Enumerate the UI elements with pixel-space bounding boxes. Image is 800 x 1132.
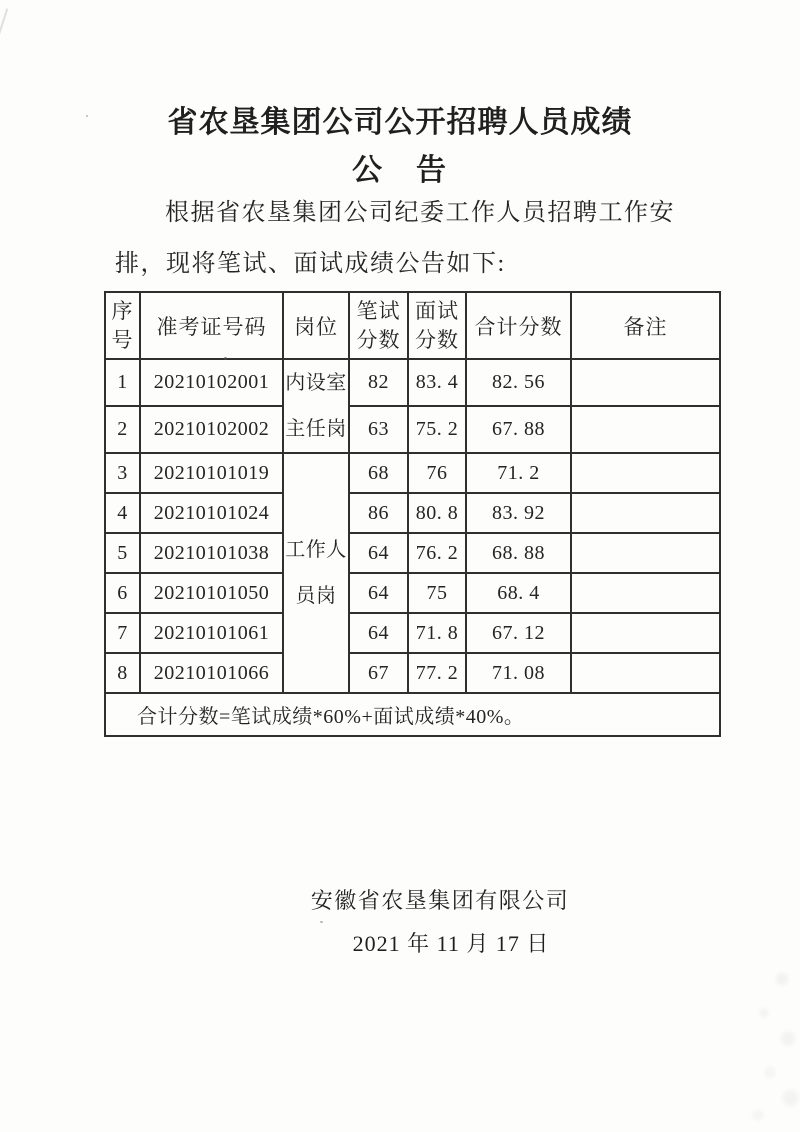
cell-ticket: 20210101061 bbox=[140, 613, 283, 653]
table-row bbox=[105, 613, 720, 653]
cell-interview: 80. 8 bbox=[408, 493, 466, 533]
cell-post-staff bbox=[283, 453, 349, 693]
cell-seq: 6 bbox=[105, 573, 140, 613]
cell-total: 82. 56 bbox=[466, 359, 571, 406]
cell-interview: 75. 2 bbox=[408, 406, 466, 453]
scan-smudge bbox=[680, 962, 800, 1132]
intro-paragraph-line1: 根据省农垦集团公司纪委工作人员招聘工作安 bbox=[165, 200, 675, 226]
cell-remark bbox=[571, 406, 720, 453]
post-director-line1: 内设室 bbox=[285, 372, 347, 394]
post-staff-line2: 员岗 bbox=[295, 585, 337, 607]
cell-total: 67. 12 bbox=[466, 613, 571, 653]
document-title-line2: 公 告 bbox=[352, 154, 448, 187]
cell-written: 64 bbox=[349, 613, 408, 653]
cell-remark bbox=[571, 613, 720, 653]
cell-total: 83. 92 bbox=[466, 493, 571, 533]
footnote-formula: 合计分数=笔试成绩*60%+面试成绩*40%。 bbox=[105, 693, 720, 736]
header-seq bbox=[105, 292, 140, 359]
cell-written: 86 bbox=[349, 493, 408, 533]
cell-remark bbox=[571, 493, 720, 533]
cell-remark bbox=[571, 653, 720, 693]
cell-interview: 83. 4 bbox=[408, 359, 466, 406]
table-footnote-row bbox=[105, 693, 720, 736]
cell-written: 67 bbox=[349, 653, 408, 693]
cell-seq: 2 bbox=[105, 406, 140, 453]
cell-ticket: 20210101024 bbox=[140, 493, 283, 533]
header-seq-line2: 号 bbox=[111, 327, 134, 352]
post-staff-line1: 工作人 bbox=[285, 539, 347, 561]
cell-seq: 1 bbox=[105, 359, 140, 406]
cell-ticket: 20210101066 bbox=[140, 653, 283, 693]
intro-paragraph-line2: 排，现将笔试、面试成绩公告如下: bbox=[115, 251, 506, 277]
cell-seq: 4 bbox=[105, 493, 140, 533]
scan-speck bbox=[320, 921, 323, 923]
header-total: 合计分数 bbox=[466, 292, 571, 359]
cell-written: 63 bbox=[349, 406, 408, 453]
table-header-row bbox=[105, 292, 720, 359]
issuer-signature: 安徽省农垦集团有限公司 bbox=[310, 888, 570, 913]
cell-total: 68. 4 bbox=[466, 573, 571, 613]
header-interview bbox=[408, 292, 466, 359]
cell-total: 71. 08 bbox=[466, 653, 571, 693]
table-row bbox=[105, 573, 720, 613]
cell-written: 82 bbox=[349, 359, 408, 406]
header-interview-line1: 面试 bbox=[415, 298, 459, 323]
cell-seq: 7 bbox=[105, 613, 140, 653]
cell-remark bbox=[571, 533, 720, 573]
cell-written: 64 bbox=[349, 533, 408, 573]
cell-written: 64 bbox=[349, 573, 408, 613]
table-row bbox=[105, 493, 720, 533]
cell-total: 71. 2 bbox=[466, 453, 571, 493]
cell-remark bbox=[571, 453, 720, 493]
header-seq-line1: 序 bbox=[111, 298, 134, 323]
cell-post-director bbox=[283, 359, 349, 453]
header-written-line1: 笔试 bbox=[356, 298, 401, 323]
header-written bbox=[349, 292, 408, 359]
scan-edge-mark bbox=[0, 8, 8, 35]
cell-seq: 3 bbox=[105, 453, 140, 493]
table-row bbox=[105, 453, 720, 493]
header-ticket: 准考证号码 bbox=[140, 292, 283, 359]
cell-written: 68 bbox=[349, 453, 408, 493]
cell-seq: 5 bbox=[105, 533, 140, 573]
cell-ticket: 20210101050 bbox=[140, 573, 283, 613]
cell-ticket: 20210102001 bbox=[140, 359, 283, 406]
post-director-line2: 主任岗 bbox=[285, 418, 347, 440]
cell-ticket: 20210102002 bbox=[140, 406, 283, 453]
table-row bbox=[105, 533, 720, 573]
table-row bbox=[105, 359, 720, 406]
cell-seq: 8 bbox=[105, 653, 140, 693]
header-post: 岗位 bbox=[283, 292, 349, 359]
cell-ticket: 20210101019 bbox=[140, 453, 283, 493]
document-title-line1: 省农垦集团公司公开招聘人员成绩 bbox=[167, 106, 633, 139]
cell-interview: 77. 2 bbox=[408, 653, 466, 693]
cell-interview: 75 bbox=[408, 573, 466, 613]
header-remark: 备注 bbox=[571, 292, 720, 359]
scan-speck bbox=[86, 115, 88, 117]
table-row bbox=[105, 406, 720, 453]
cell-ticket: 20210101038 bbox=[140, 533, 283, 573]
cell-remark bbox=[571, 573, 720, 613]
cell-total: 67. 88 bbox=[466, 406, 571, 453]
cell-interview: 71. 8 bbox=[408, 613, 466, 653]
header-written-line2: 分数 bbox=[356, 327, 401, 352]
cell-total: 68. 88 bbox=[466, 533, 571, 573]
cell-remark bbox=[571, 359, 720, 406]
issue-date: 2021 年 11 月 17 日 bbox=[352, 931, 550, 956]
table-row bbox=[105, 653, 720, 693]
scan-speck bbox=[224, 357, 227, 360]
cell-interview: 76 bbox=[408, 453, 466, 493]
score-table bbox=[104, 291, 721, 737]
header-interview-line2: 分数 bbox=[415, 327, 459, 352]
cell-interview: 76. 2 bbox=[408, 533, 466, 573]
